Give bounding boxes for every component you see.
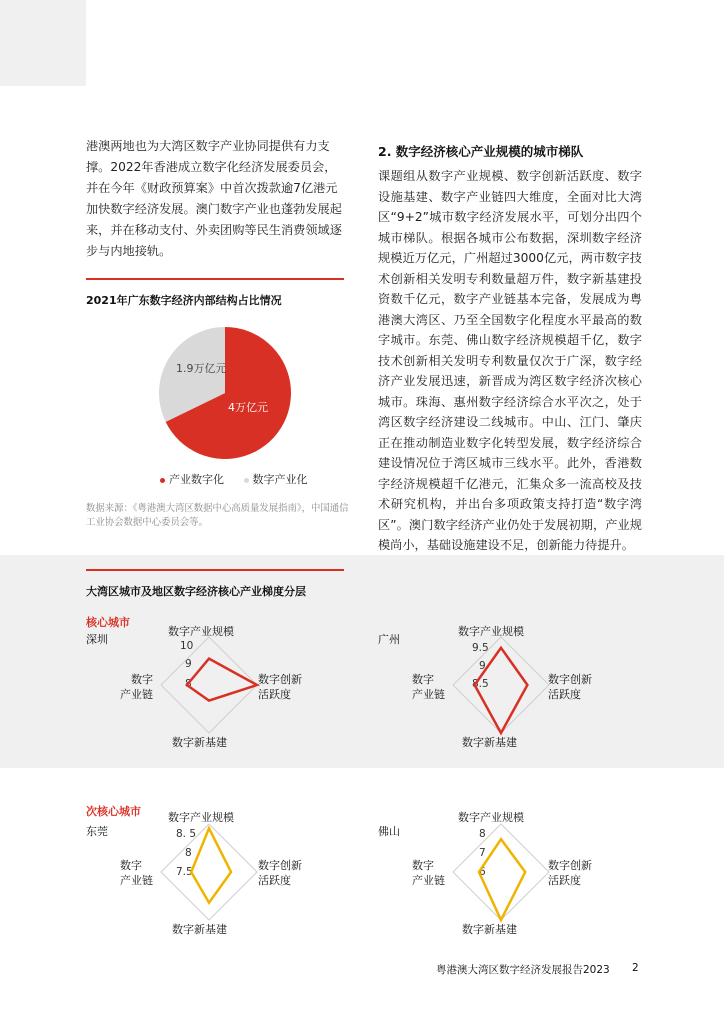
- axis-top-guangzhou: 数字产业规模: [458, 625, 524, 638]
- axis-bottom-shenzhen: 数字新基建: [172, 736, 227, 749]
- tick-shenzhen-max: 10: [180, 640, 194, 652]
- corner-block: [0, 0, 86, 86]
- radar-chart-foshan: [446, 817, 556, 927]
- axis-left-guangzhou: 数字 产业链: [412, 673, 445, 701]
- legend-dot-red: [160, 478, 165, 483]
- pie-title: 2021年广东数字经济内部结构占比情况: [86, 294, 282, 307]
- footer-title: 粤港澳大湾区数字经济发展报告2023: [436, 964, 610, 976]
- radar-series-3: [479, 839, 525, 920]
- axis-top-dongguan: 数字产业规模: [168, 811, 234, 824]
- pie-label-industry-digital: 1.9万亿元: [176, 362, 227, 375]
- axis-top-foshan: 数字产业规模: [458, 811, 524, 824]
- axis-bottom-dongguan: 数字新基建: [172, 923, 227, 936]
- radar-frame: [161, 824, 257, 920]
- radar-chart-shenzhen: [154, 630, 264, 740]
- city-label-foshan: 佛山: [378, 825, 400, 838]
- axis-right-dongguan: 数字创新 活跃度: [258, 859, 302, 887]
- tick-foshan-max: 8: [479, 828, 486, 840]
- left-paragraph: 港澳两地也为大湾区数字产业协同提供有力支撑。2022年香港成立数字化经济发展委员会，并在今年《财政预算案》中首次拨款逾7亿港元加快数字经济发展。澳门数字产业也蓬勃发展起来，并在移动支付、外卖团购等民生消费领域逐步与内地接轨。: [86, 139, 342, 258]
- axis-left-dongguan: 数字 产业链: [120, 859, 153, 887]
- tier-core-label: 核心城市: [86, 616, 130, 629]
- tick-shenzhen-min: 8: [185, 678, 192, 690]
- axis-top-shenzhen: 数字产业规模: [168, 625, 234, 638]
- radar-series-0: [187, 659, 257, 701]
- radar-series-1: [475, 648, 528, 733]
- tick-dongguan-mid: 8: [185, 847, 192, 859]
- radar-title: 大湾区城市及地区数字经济核心产业梯度分层: [86, 585, 306, 598]
- radar-top-rule: [86, 569, 344, 571]
- tier-subcore-label: 次核心城市: [86, 805, 141, 818]
- section-heading: 2. 数字经济核心产业规模的城市梯队: [378, 144, 584, 159]
- city-label-guangzhou: 广州: [378, 633, 400, 646]
- axis-right-guangzhou: 数字创新 活跃度: [548, 673, 592, 701]
- axis-bottom-foshan: 数字新基建: [462, 923, 517, 936]
- axis-left-foshan: 数字 产业链: [412, 859, 445, 887]
- pie-chart: [150, 318, 300, 468]
- section-body: 课题组从数字产业规模、数字创新活跃度、数字设施基建、数字产业链四大维度，全面对比大湾区“9+2”城市数字经济发展水平，可划分出四个城市梯队。根据各城市公布数据，深圳数字经济规模近万亿元，广州超过3000亿元，两市数字技术创新相关发明专利数量超万件，数字新基建投资数千亿元，数字产业链基本完备，发展成为粤港澳大湾区、乃至全国数字化程度水平最高的数字城市。东莞、佛山数字经济规模超千亿，数字技术创新相关发明专利数量仅次于广深，数字经济产业发展迅速，新晋成为湾区数字经济次核心城市。珠海、惠州数字经济综合水平次之，处于湾区数字经济建设二线城市。中山、江门、肇庆正在推动制造业数字化转型发展，数字经济综合建设情况位于湾区城市三线水平。此外，香港数字经济规模超千亿港元，汇集众多一流高校及技术研究机构，并出台多项政策支持打造“数字湾区”。澳门数字经济产业仍处于发展初期，产业规模尚小，基础设施建设不足，创新能力待提升。: [378, 169, 642, 552]
- axis-left-shenzhen: 数字 产业链: [120, 673, 153, 701]
- city-label-shenzhen: 深圳: [86, 633, 108, 646]
- axis-right-shenzhen: 数字创新 活跃度: [258, 673, 302, 701]
- legend-item-industry-digitization: 产业数字化: [169, 473, 224, 486]
- axis-right-foshan: 数字创新 活跃度: [548, 859, 592, 887]
- pie-label-digital-industry: 4万亿元: [228, 401, 268, 414]
- tick-foshan-mid: 7: [479, 847, 486, 859]
- tick-shenzhen-mid: 9: [185, 658, 192, 670]
- pie-top-rule: [86, 278, 344, 280]
- tick-guangzhou-mid: 9: [479, 660, 486, 672]
- city-label-dongguan: 东莞: [86, 825, 108, 838]
- pie-source: 数据来源：《粤港澳大湾区数据中心高质量发展指南》，中国通信工业协会数据中心委员会等。: [86, 503, 349, 528]
- axis-bottom-guangzhou: 数字新基建: [462, 736, 517, 749]
- tick-guangzhou-min: 8.5: [472, 678, 489, 690]
- radar-frame: [453, 637, 549, 733]
- tick-foshan-min: 6: [479, 866, 486, 878]
- tick-guangzhou-max: 9.5: [472, 642, 489, 654]
- pie-legend: [160, 471, 308, 487]
- legend-dot-gray: [244, 478, 249, 483]
- radar-frame: [161, 637, 257, 733]
- tick-dongguan-max: 8. 5: [176, 828, 197, 840]
- legend-item-digital-industrialization: 数字产业化: [252, 473, 308, 486]
- radar-chart-dongguan: [154, 817, 264, 927]
- tick-dongguan-min: 7.5: [176, 866, 193, 878]
- page-number: 2: [632, 962, 639, 974]
- radar-chart-guangzhou: [446, 630, 556, 740]
